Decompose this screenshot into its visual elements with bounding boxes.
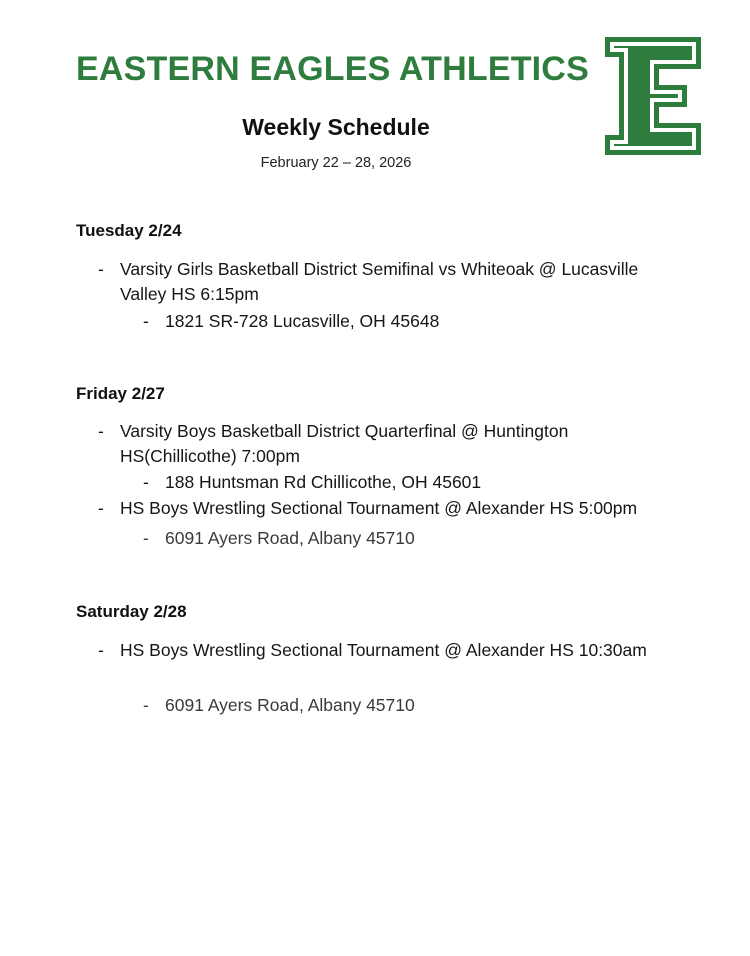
address-text: 6091 Ayers Road, Albany 45710 xyxy=(165,528,415,548)
event-item xyxy=(98,496,680,521)
address-text: 188 Huntsman Rd Chillicothe, OH 45601 xyxy=(165,472,482,492)
bullet-dash: - xyxy=(98,640,104,660)
bullet-dash: - xyxy=(98,421,104,441)
page-title: EASTERN EAGLES ATHLETICS xyxy=(76,50,589,88)
event-text: Varsity Girls Basketball District Semifinal vs Whiteoak @ Lucasville Valley HS 6:15pm xyxy=(120,259,639,304)
event-address xyxy=(143,693,685,718)
event-item xyxy=(98,638,680,663)
event-address xyxy=(143,470,685,495)
day-heading-friday: Friday 2/27 xyxy=(76,384,165,403)
event-item xyxy=(98,419,680,469)
bullet-dash: - xyxy=(143,695,149,715)
day-heading-saturday: Saturday 2/28 xyxy=(76,602,187,621)
event-item xyxy=(98,257,680,307)
bullet-dash: - xyxy=(143,528,149,548)
day-heading-tuesday: Tuesday 2/24 xyxy=(76,221,182,240)
bullet-dash: - xyxy=(143,472,149,492)
bullet-dash: - xyxy=(98,498,104,518)
event-address xyxy=(143,526,685,551)
address-text: 1821 SR-728 Lucasville, OH 45648 xyxy=(165,311,440,331)
event-text: Varsity Boys Basketball District Quarterfinal @ Huntington HS(Chillicothe) 7:00pm xyxy=(120,421,569,466)
event-text: HS Boys Wrestling Sectional Tournament @ Alexander HS 10:30am xyxy=(120,640,647,660)
bullet-dash: - xyxy=(143,311,149,331)
event-address xyxy=(143,309,685,334)
bullet-dash: - xyxy=(98,259,104,279)
address-text: 6091 Ayers Road, Albany 45710 xyxy=(165,695,415,715)
schedule-subtitle: Weekly Schedule xyxy=(242,114,430,140)
event-text: HS Boys Wrestling Sectional Tournament @ Alexander HS 5:00pm xyxy=(120,498,638,518)
date-range: February 22 – 28, 2026 xyxy=(260,155,412,171)
